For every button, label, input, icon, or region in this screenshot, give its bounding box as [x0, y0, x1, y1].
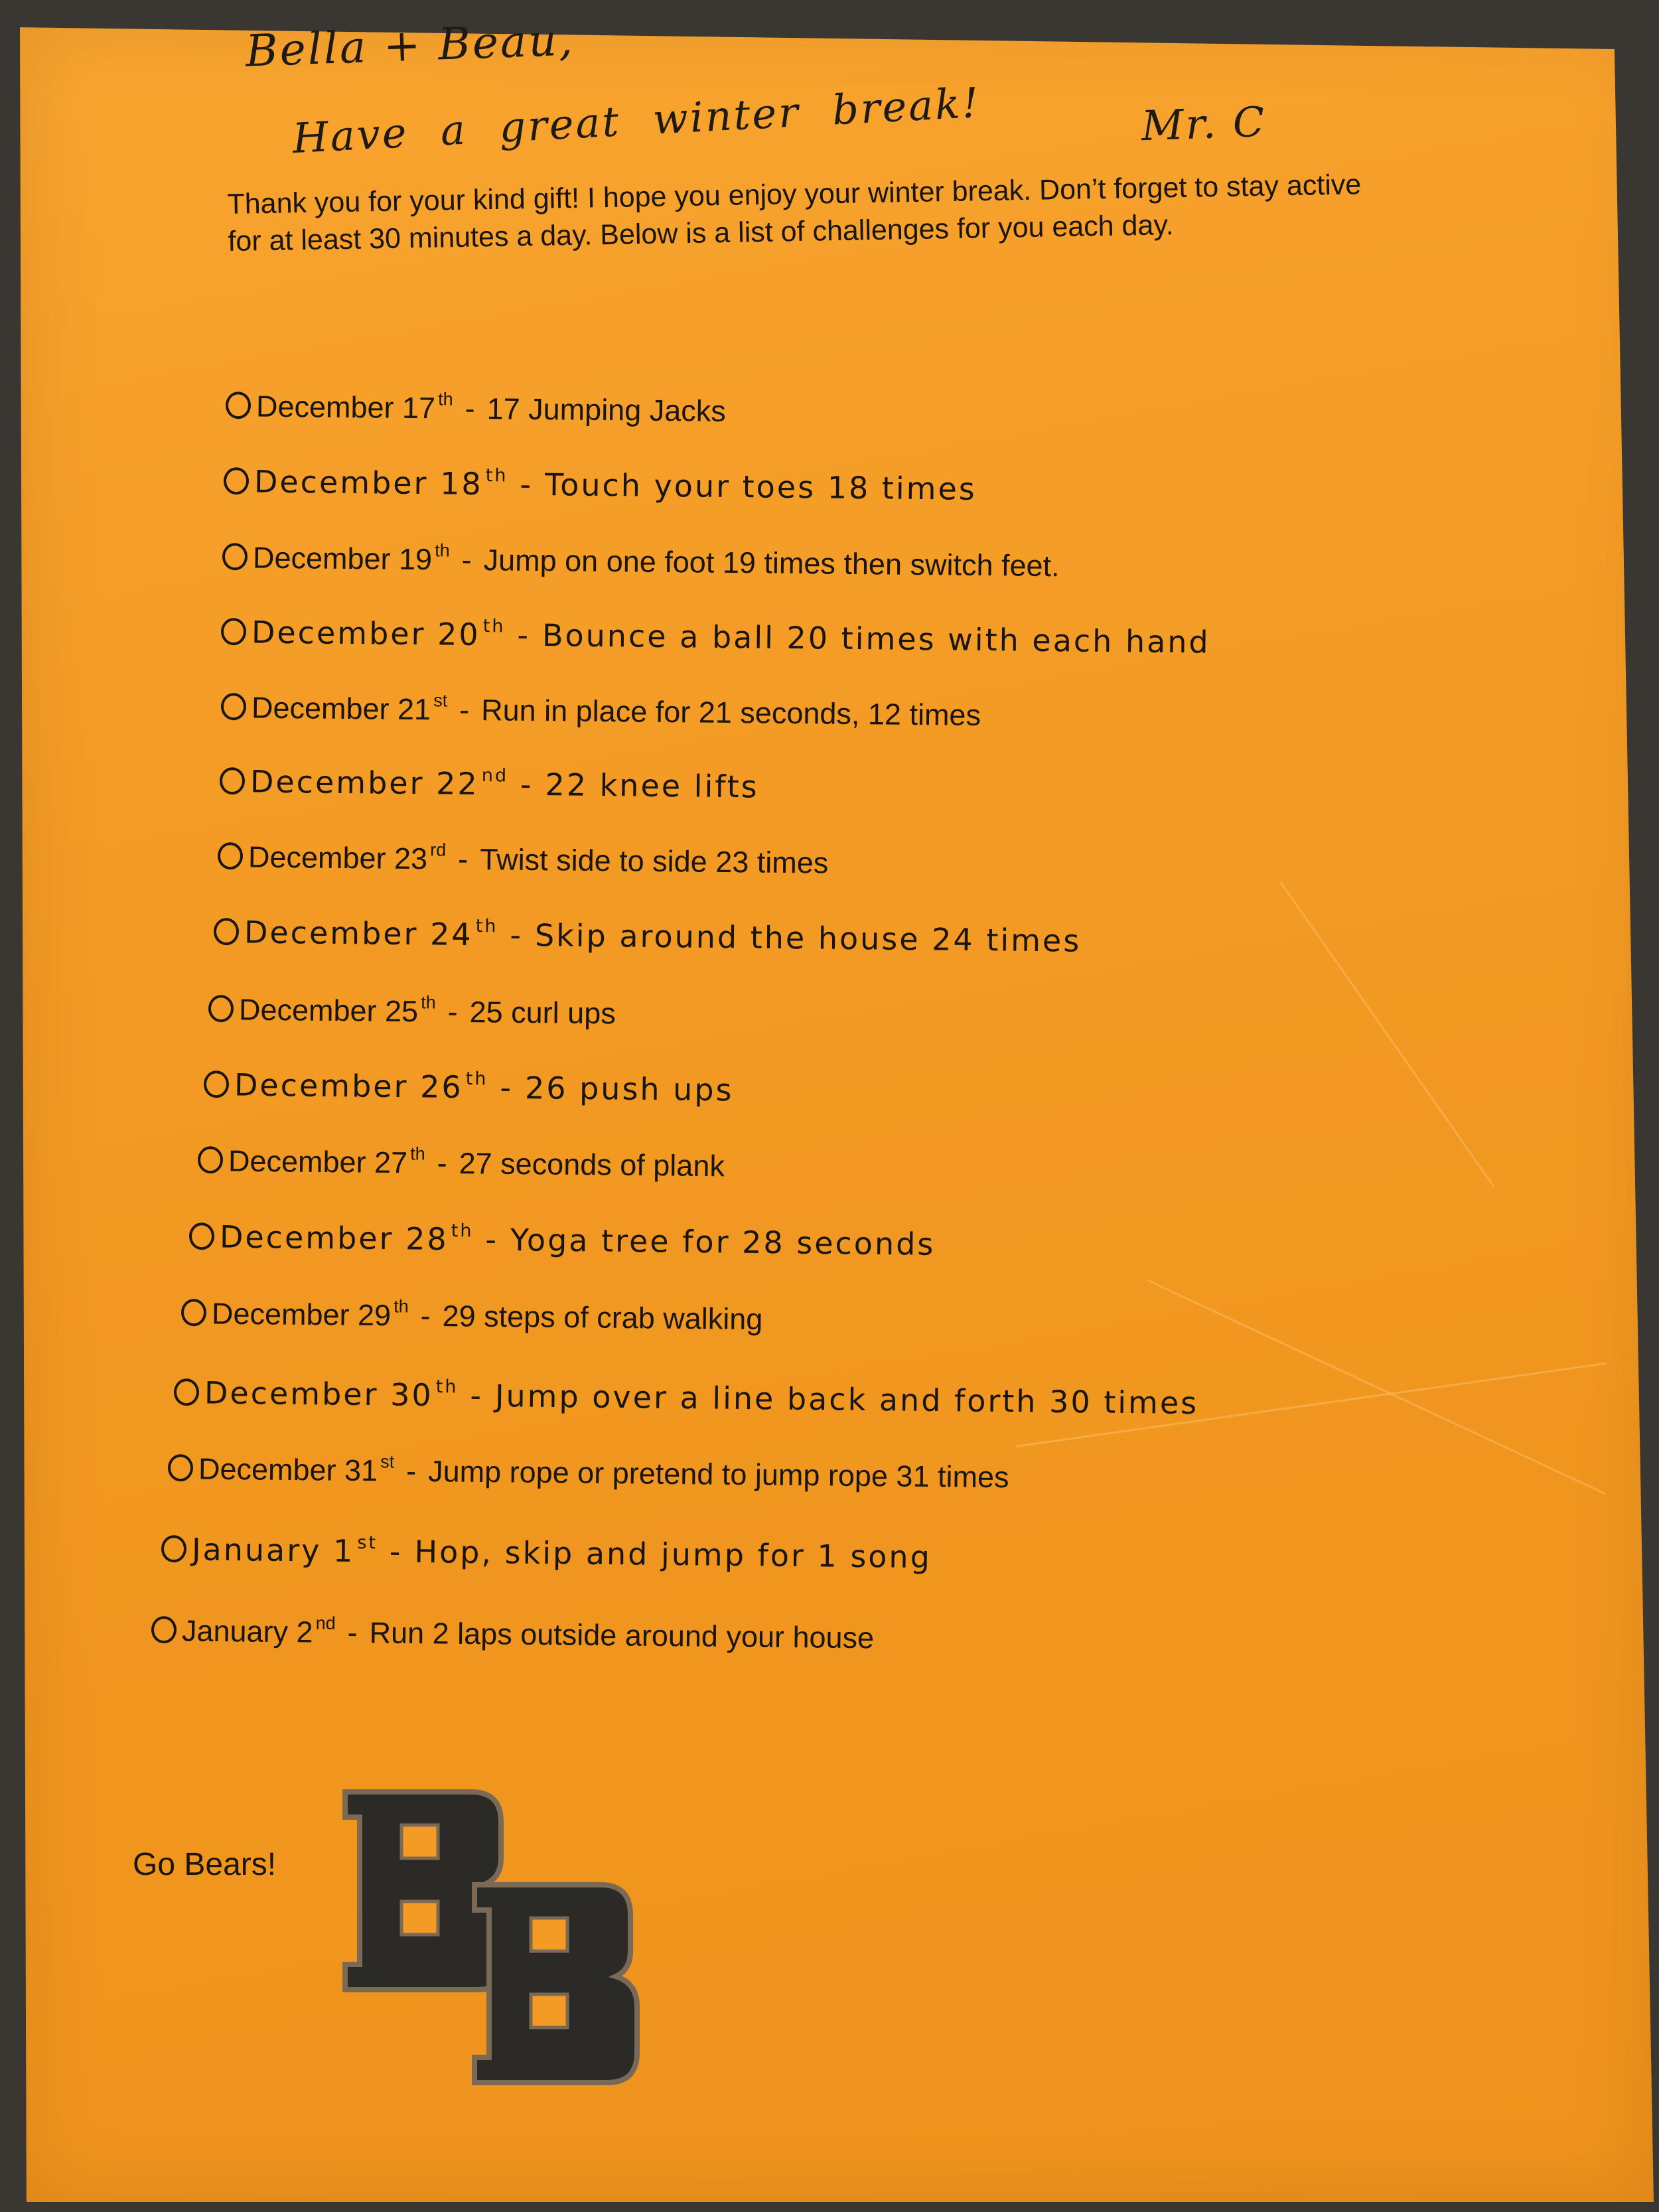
challenge-item — [222, 538, 1060, 583]
challenge-activity: 17 Jumping Jacks — [486, 392, 727, 428]
separator-dash: - — [457, 842, 469, 876]
challenge-date: December 29 — [211, 1296, 392, 1333]
challenge-item — [214, 913, 1082, 959]
separator-dash: - — [465, 391, 475, 425]
date-suffix: nd — [481, 765, 509, 786]
challenge-item — [208, 990, 616, 1031]
challenge-item — [220, 763, 759, 805]
checkbox-circle-icon[interactable] — [226, 392, 251, 419]
challenge-activity: 29 steps of crab walking — [442, 1299, 763, 1337]
challenge-item — [168, 1449, 1009, 1495]
separator-dash: - — [470, 1377, 484, 1414]
checkbox-circle-icon[interactable] — [214, 918, 239, 945]
separator-dash: - — [510, 917, 524, 953]
checkbox-circle-icon[interactable] — [218, 842, 243, 869]
challenge-date: December 31 — [198, 1451, 378, 1488]
challenge-date: December 20 — [251, 614, 480, 653]
separator-dash: - — [485, 1221, 499, 1258]
intro-paragraph: Thank you for your kind gift! I hope you enjoy your winter break. Don’t forget to stay active for at least 30 minutes a day. Below is a list of challenges for you each day. — [227, 169, 1362, 258]
challenge-item — [226, 387, 726, 429]
date-suffix: th — [482, 616, 506, 637]
date-suffix: nd — [315, 1613, 336, 1633]
logo-letters — [345, 1792, 637, 2083]
separator-dash: - — [420, 1298, 431, 1333]
date-suffix: st — [357, 1532, 378, 1554]
checkbox-circle-icon[interactable] — [181, 1299, 206, 1326]
handwritten-signature: Mr. C — [1140, 97, 1267, 151]
checkbox-circle-icon[interactable] — [208, 995, 234, 1022]
separator-dash: - — [520, 766, 534, 802]
challenge-item — [174, 1374, 1199, 1421]
separator-dash: - — [517, 617, 531, 653]
challenge-activity: Hop, skip and jump for 1 song — [414, 1533, 932, 1576]
checkbox-circle-icon[interactable] — [220, 767, 245, 794]
challenge-item — [224, 463, 977, 507]
challenge-item — [204, 1066, 734, 1108]
separator-dash: - — [459, 692, 470, 727]
logo-letter-b-lower — [474, 1885, 637, 2083]
challenge-item — [218, 838, 829, 881]
date-suffix: st — [433, 690, 448, 711]
date-suffix: th — [451, 1220, 474, 1242]
checkbox-circle-icon[interactable] — [168, 1454, 193, 1481]
checkbox-circle-icon[interactable] — [189, 1222, 214, 1250]
checkbox-circle-icon[interactable] — [224, 467, 249, 494]
challenge-item — [151, 1611, 875, 1655]
date-suffix: th — [475, 916, 498, 937]
challenge-date: December 21 — [251, 690, 431, 727]
checkbox-circle-icon[interactable] — [204, 1070, 229, 1098]
challenge-date: December 23 — [248, 840, 428, 876]
date-suffix: th — [410, 1143, 425, 1164]
challenge-activity: Twist side to side 23 times — [479, 842, 829, 880]
challenge-date: December 26 — [234, 1067, 463, 1106]
checkbox-circle-icon[interactable] — [221, 693, 246, 720]
separator-dash: - — [347, 1615, 358, 1650]
challenge-activity: Jump on one foot 19 times then switch feet. — [483, 543, 1060, 583]
date-suffix: th — [394, 1296, 409, 1317]
challenge-item — [221, 688, 981, 733]
challenge-date: January 1 — [191, 1531, 355, 1570]
challenge-date: December 17 — [255, 389, 436, 425]
checkbox-circle-icon[interactable] — [198, 1146, 223, 1173]
challenge-date: December 27 — [228, 1143, 408, 1180]
date-suffix: th — [465, 1069, 488, 1090]
challenge-item — [221, 613, 1210, 660]
checkbox-circle-icon[interactable] — [161, 1535, 186, 1562]
date-suffix: th — [485, 465, 508, 486]
challenge-date: January 2 — [181, 1613, 313, 1649]
challenge-activity: Jump over a line back and forth 30 times — [494, 1378, 1199, 1422]
separator-dash: - — [405, 1453, 417, 1488]
challenge-activity: Yoga tree for 28 seconds — [510, 1222, 936, 1262]
checkbox-circle-icon[interactable] — [222, 543, 248, 570]
challenge-activity: Bounce a ball 20 times with each hand — [541, 617, 1210, 660]
challenge-date: December 19 — [252, 540, 433, 577]
date-suffix: rd — [430, 840, 447, 860]
date-suffix: st — [380, 1451, 395, 1472]
date-suffix: th — [435, 540, 450, 561]
date-suffix: th — [421, 992, 436, 1013]
challenge-activity: 22 knee lifts — [545, 767, 759, 805]
challenge-date: December 18 — [253, 463, 483, 502]
bb-letter-logo — [338, 1785, 684, 2104]
challenge-date: December 25 — [238, 992, 419, 1029]
challenge-date: December 30 — [204, 1374, 433, 1414]
challenge-item — [161, 1530, 932, 1575]
separator-dash: - — [461, 542, 472, 577]
challenge-activity: 25 curl ups — [469, 995, 616, 1031]
date-suffix: th — [438, 389, 453, 409]
separator-dash: - — [520, 466, 534, 502]
challenge-activity: 27 seconds of plank — [459, 1146, 725, 1183]
challenge-activity: Skip around the house 24 times — [534, 917, 1082, 959]
challenge-date: December 28 — [219, 1218, 449, 1258]
separator-dash: - — [437, 1145, 447, 1180]
challenge-date: December 22 — [250, 763, 479, 802]
checkbox-circle-icon[interactable] — [174, 1378, 199, 1406]
challenge-activity: Jump rope or pretend to jump rope 31 times — [427, 1454, 1009, 1495]
challenge-activity: 26 push ups — [524, 1070, 734, 1108]
separator-dash: - — [500, 1069, 514, 1106]
challenge-item — [198, 1142, 725, 1183]
challenge-activity: Run 2 laps outside around your house — [369, 1615, 875, 1655]
challenge-activity: Run in place for 21 seconds, 12 times — [480, 693, 981, 732]
checkbox-circle-icon[interactable] — [151, 1616, 177, 1643]
checkbox-circle-icon[interactable] — [221, 618, 246, 645]
handwritten-greeting: Bella + Beau, — [244, 14, 575, 77]
closing-text: Go Bears! — [133, 1847, 277, 1882]
challenge-date: December 24 — [244, 914, 473, 953]
challenge-item — [189, 1218, 936, 1262]
challenge-item — [181, 1294, 763, 1337]
separator-dash: - — [447, 994, 458, 1029]
handwritten-message: Have a great winter break! — [291, 78, 982, 163]
challenge-activity: Touch your toes 18 times — [544, 467, 977, 507]
date-suffix: th — [435, 1376, 459, 1398]
separator-dash: - — [389, 1533, 403, 1570]
